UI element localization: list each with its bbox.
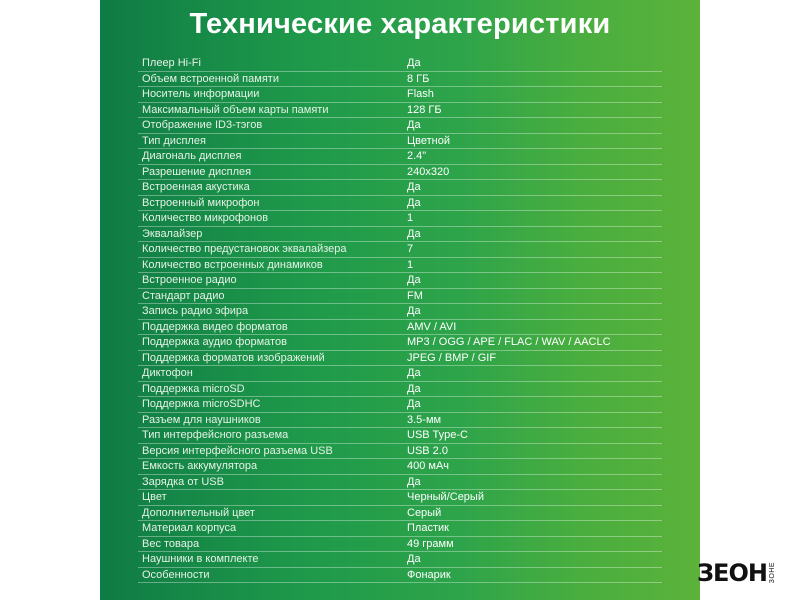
spec-value: 1 xyxy=(407,212,414,224)
spec-value: Да xyxy=(407,553,421,565)
spec-row xyxy=(138,165,662,181)
spec-row xyxy=(138,335,662,351)
spec-row xyxy=(138,475,662,491)
spec-row xyxy=(138,537,662,553)
spec-name: Диктофон xyxy=(142,367,193,379)
spec-value: Да xyxy=(407,475,421,488)
spec-name: Цвет xyxy=(142,491,167,503)
spec-name: Материал корпуса xyxy=(142,522,237,534)
spec-row xyxy=(138,289,662,305)
spec-row xyxy=(138,242,662,258)
spec-row xyxy=(138,180,662,196)
spec-name: Эквалайзер xyxy=(142,227,203,240)
spec-row xyxy=(138,258,662,274)
spec-row xyxy=(138,118,662,134)
spec-name: Запись радио эфира xyxy=(142,305,249,317)
spec-name: Тип дисплея xyxy=(142,134,206,147)
spec-name: Разъем для наушников xyxy=(142,413,261,426)
spec-name: Плеер Hi-Fi xyxy=(142,57,201,69)
spec-name: Поддержка форматов изображений xyxy=(142,351,325,364)
spec-name: Количество микрофонов xyxy=(142,212,269,224)
spec-value: Flash xyxy=(407,88,434,100)
spec-value: Да xyxy=(407,227,421,240)
spec-name: Версия интерфейсного разъема USB xyxy=(142,444,333,457)
spec-row xyxy=(138,490,662,506)
spec-value: 7 xyxy=(407,243,414,255)
spec-name: Максимальный объем карты памяти xyxy=(142,103,329,116)
brand-logo xyxy=(697,560,787,586)
spec-name: Встроенная акустика xyxy=(142,181,250,193)
spec-name: Емкость аккумулятора xyxy=(142,460,258,472)
spec-name: Количество встроенных динамиков xyxy=(142,258,323,271)
spec-name: Разрешение дисплея xyxy=(142,165,252,178)
spec-row xyxy=(138,459,662,475)
spec-row xyxy=(138,72,662,88)
spec-row xyxy=(138,273,662,289)
spec-value: JPEG / BMP / GIF xyxy=(407,351,497,364)
spec-value: Да xyxy=(407,196,421,209)
spec-row xyxy=(138,211,662,227)
spec-row xyxy=(138,196,662,212)
spec-row xyxy=(138,366,662,382)
spec-row xyxy=(138,149,662,165)
spec-value: 8 ГБ xyxy=(407,72,430,85)
spec-name: Зарядка от USB xyxy=(142,475,224,488)
spec-value: Да xyxy=(407,181,421,193)
spec-row xyxy=(138,413,662,429)
spec-row xyxy=(138,397,662,413)
spec-value: Да xyxy=(407,305,421,317)
spec-name: Встроенный микрофон xyxy=(142,196,260,209)
spec-name: Носитель информации xyxy=(142,88,260,100)
spec-name: Объем встроенной памяти xyxy=(142,72,279,85)
spec-row xyxy=(138,382,662,398)
spec-value: USB Type-C xyxy=(407,429,468,441)
spec-row xyxy=(138,304,662,320)
spec-value: Цветной xyxy=(407,134,450,147)
spec-name: Дополнительный цвет xyxy=(142,506,255,519)
spec-value: Да xyxy=(407,119,421,131)
spec-row xyxy=(138,227,662,243)
spec-row xyxy=(138,87,662,103)
spec-name: Наушники в комплекте xyxy=(142,553,259,565)
spec-row xyxy=(138,103,662,119)
spec-value: Фонарик xyxy=(407,568,451,581)
spec-row xyxy=(138,552,662,568)
spec-value: Пластик xyxy=(407,522,449,534)
spec-name: Тип интерфейсного разъема xyxy=(142,429,289,441)
spec-name: Особенности xyxy=(142,568,210,581)
spec-value: Да xyxy=(407,367,421,379)
spec-row xyxy=(138,521,662,537)
spec-row xyxy=(138,351,662,367)
spec-value: 240x320 xyxy=(407,165,450,178)
spec-value: 128 ГБ xyxy=(407,103,442,116)
spec-value: FM xyxy=(407,289,423,302)
spec-name: Поддержка microSD xyxy=(142,382,245,395)
page-title: Технические характеристики xyxy=(189,8,611,40)
spec-value: 3.5-мм xyxy=(407,413,442,426)
spec-name: Количество предустановок эквалайзера xyxy=(142,243,347,255)
brand-logo-subtext: ЗОНЕ xyxy=(768,562,776,584)
spec-row xyxy=(138,568,662,584)
spec-name: Встроенное радио xyxy=(142,274,237,286)
spec-name: Вес товара xyxy=(142,537,200,550)
spec-row xyxy=(138,506,662,522)
spec-panel xyxy=(100,0,700,600)
spec-value: Да xyxy=(407,57,421,69)
spec-value: 400 мАч xyxy=(407,460,450,472)
spec-row xyxy=(138,320,662,336)
spec-value: Да xyxy=(407,382,421,395)
spec-table xyxy=(138,56,662,583)
spec-row xyxy=(138,444,662,460)
spec-value: 1 xyxy=(407,258,414,271)
spec-row xyxy=(138,56,662,72)
spec-row xyxy=(138,134,662,150)
spec-name: Отображение ID3-тэгов xyxy=(142,119,263,131)
spec-name: Поддержка видео форматов xyxy=(142,320,288,333)
spec-name: Диагональ дисплея xyxy=(142,150,242,162)
spec-value: 2.4" xyxy=(407,150,427,162)
spec-row xyxy=(138,428,662,444)
spec-name: Поддержка аудио форматов xyxy=(142,336,287,348)
spec-name: Поддержка microSDHC xyxy=(142,398,261,410)
spec-value: USB 2.0 xyxy=(407,444,448,457)
spec-value: MP3 / OGG / APE / FLAC / WAV / AACLC xyxy=(407,336,611,348)
spec-value: Черный/Серый xyxy=(407,491,484,503)
brand-logo-text: ЗЕОН xyxy=(697,559,767,587)
spec-value: 49 грамм xyxy=(407,537,454,550)
spec-value: Да xyxy=(407,274,421,286)
spec-name: Стандарт радио xyxy=(142,289,225,302)
spec-value: Да xyxy=(407,398,421,410)
spec-value: Серый xyxy=(407,506,442,519)
spec-value: AMV / AVI xyxy=(407,320,457,333)
